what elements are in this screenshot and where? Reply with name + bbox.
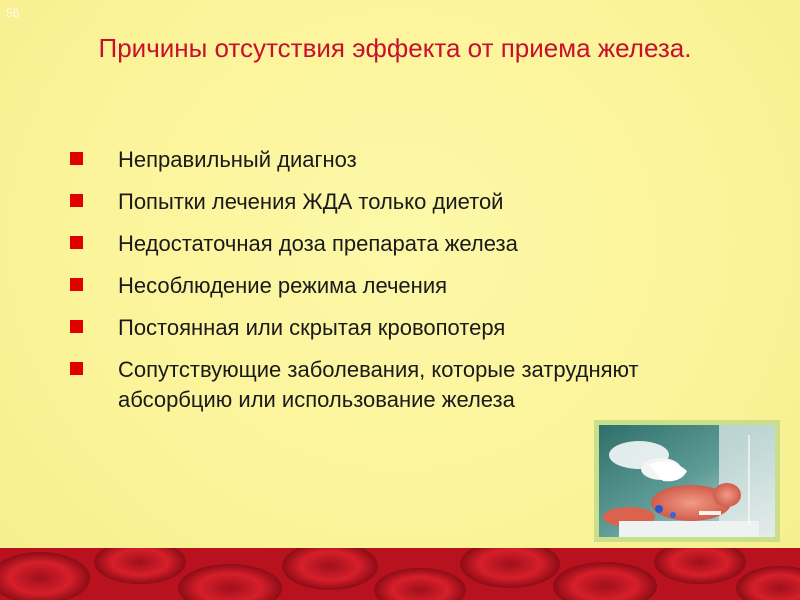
bullet-square-icon <box>70 362 83 375</box>
red-blood-cells-band <box>0 548 800 600</box>
bullet-text: Недостаточная доза препарата железа <box>118 231 518 256</box>
bullet-square-icon <box>70 236 83 249</box>
bullet-text: Постоянная или скрытая кровопотеря <box>118 315 506 340</box>
slide-title: Причины отсутствия эффекта от приема железа. <box>98 33 692 63</box>
bullet-text: Сопутствующие заболевания, которые затрудняют абсорбцию или использование железа <box>118 357 639 412</box>
list-item <box>70 313 690 343</box>
newborn-care-photo <box>599 425 775 537</box>
bullet-text: Неправильный диагноз <box>118 147 357 172</box>
list-item <box>70 271 690 301</box>
bullet-text: Несоблюдение режима лечения <box>118 273 448 298</box>
bullet-square-icon <box>70 320 83 333</box>
bullet-square-icon <box>70 278 83 291</box>
slide-number: 56 <box>6 6 20 20</box>
list-item <box>70 145 690 175</box>
list-item <box>70 187 690 217</box>
list-item <box>70 229 690 259</box>
photo-frame <box>594 420 780 542</box>
list-item <box>70 355 690 415</box>
bullet-square-icon <box>70 194 83 207</box>
bullet-list <box>70 145 690 427</box>
bullet-text: Попытки лечения ЖДА только диетой <box>118 189 504 214</box>
bullet-square-icon <box>70 152 83 165</box>
